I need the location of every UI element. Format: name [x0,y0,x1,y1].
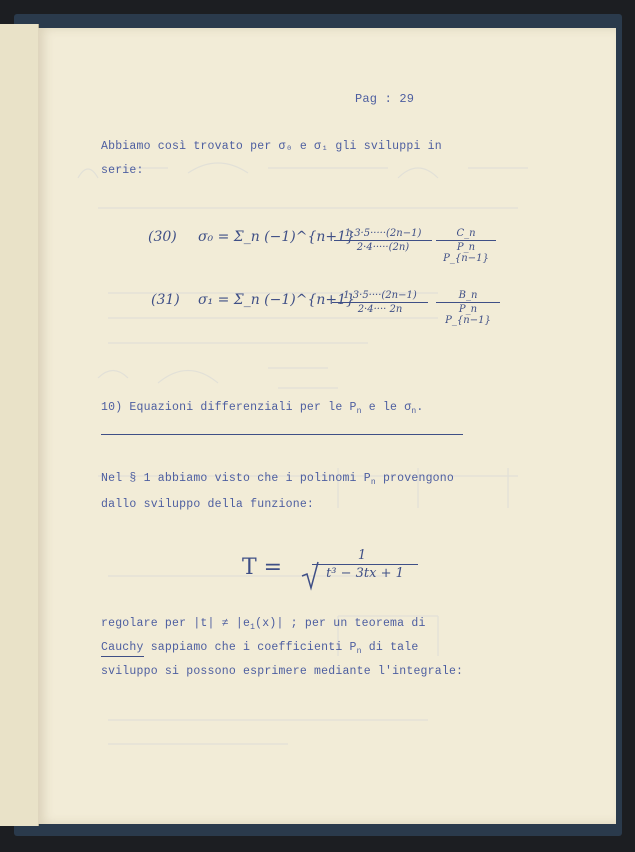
para2-line-1 [101,617,426,630]
eqT-denominator: t³ − 3tx + 1 [312,564,418,581]
para1-line-2: dallo sviluppo della funzione: [101,498,315,511]
para1-line-1-a: Nel § 1 abbiamo visto che i polinomi P [101,472,371,485]
eq30-fraction-2 [436,228,496,264]
eqT-fraction [306,548,418,581]
intro-line-2: serie: [101,164,144,177]
eq30-frac2-numerator: C_n [436,228,496,241]
para2-line-2-sub: n [356,647,362,656]
section-heading [101,401,424,414]
eq31-fraction-2 [436,290,500,326]
section-title-sub-2: n [411,407,417,416]
eq31-fraction-1 [332,290,428,315]
eq31-lhs: σ₁ = Σ_n (−1)^{n+1} [198,292,355,308]
para2-line-1-b: (x)| ; per un teorema di [255,617,426,630]
eq31-label: (31) [151,292,180,308]
eq30-frac1-numerator: 1·3·5·····(2n−1) [334,228,432,241]
section-title-mid: e le σ [361,401,412,414]
eq31-frac1-numerator: 1·3·5····(2n−1) [332,290,428,303]
eq31-frac2-numerator: B_n [436,290,500,303]
para1-line-1-b: provengono [375,472,454,485]
eq30-frac2-denominator: P_n P_{n−1} [443,242,489,264]
page-number: Pag : 29 [355,92,415,106]
para2-line-1-sub: 1 [250,623,256,632]
para2-line-2-c: di tale [361,641,419,654]
eqT-numerator: 1 [357,548,367,563]
eq31-frac2-denominator: P_n P_{n−1} [445,304,491,326]
section-title-sub-1: n [356,407,362,416]
section-title-main: 10) Equazioni differenziali per le P [101,401,357,414]
para2-line-2-b: sappiamo che i coefficienti P [143,641,357,654]
eq30-lhs: σ₀ = Σ_n (−1)^{n+1} [198,229,355,245]
para2-line-2 [101,641,418,654]
eq30-label: (30) [148,229,177,245]
eq30-frac1-denominator: 2·4·····(2n) [356,242,410,253]
manuscript-page [38,28,616,824]
eq30-fraction-1 [334,228,432,253]
square-root-sign [300,558,320,592]
section-underline [101,434,463,435]
cauchy-name: Cauchy [101,641,144,657]
section-title-end: . [416,401,424,414]
para1-line-1-sub: n [370,478,376,487]
eqT-lhs: T = [242,555,283,580]
para2-line-1-a: regolare per |t| ≠ |e [101,617,251,630]
left-page-edge [0,24,39,826]
para1-line-1 [101,472,454,485]
para2-line-3: sviluppo si possono esprimere mediante l'integrale: [101,665,464,678]
eq31-frac1-denominator: 2·4···· 2n [357,304,403,315]
intro-line-1: Abbiamo così trovato per σ₀ e σ₁ gli sviluppi in [101,140,442,153]
